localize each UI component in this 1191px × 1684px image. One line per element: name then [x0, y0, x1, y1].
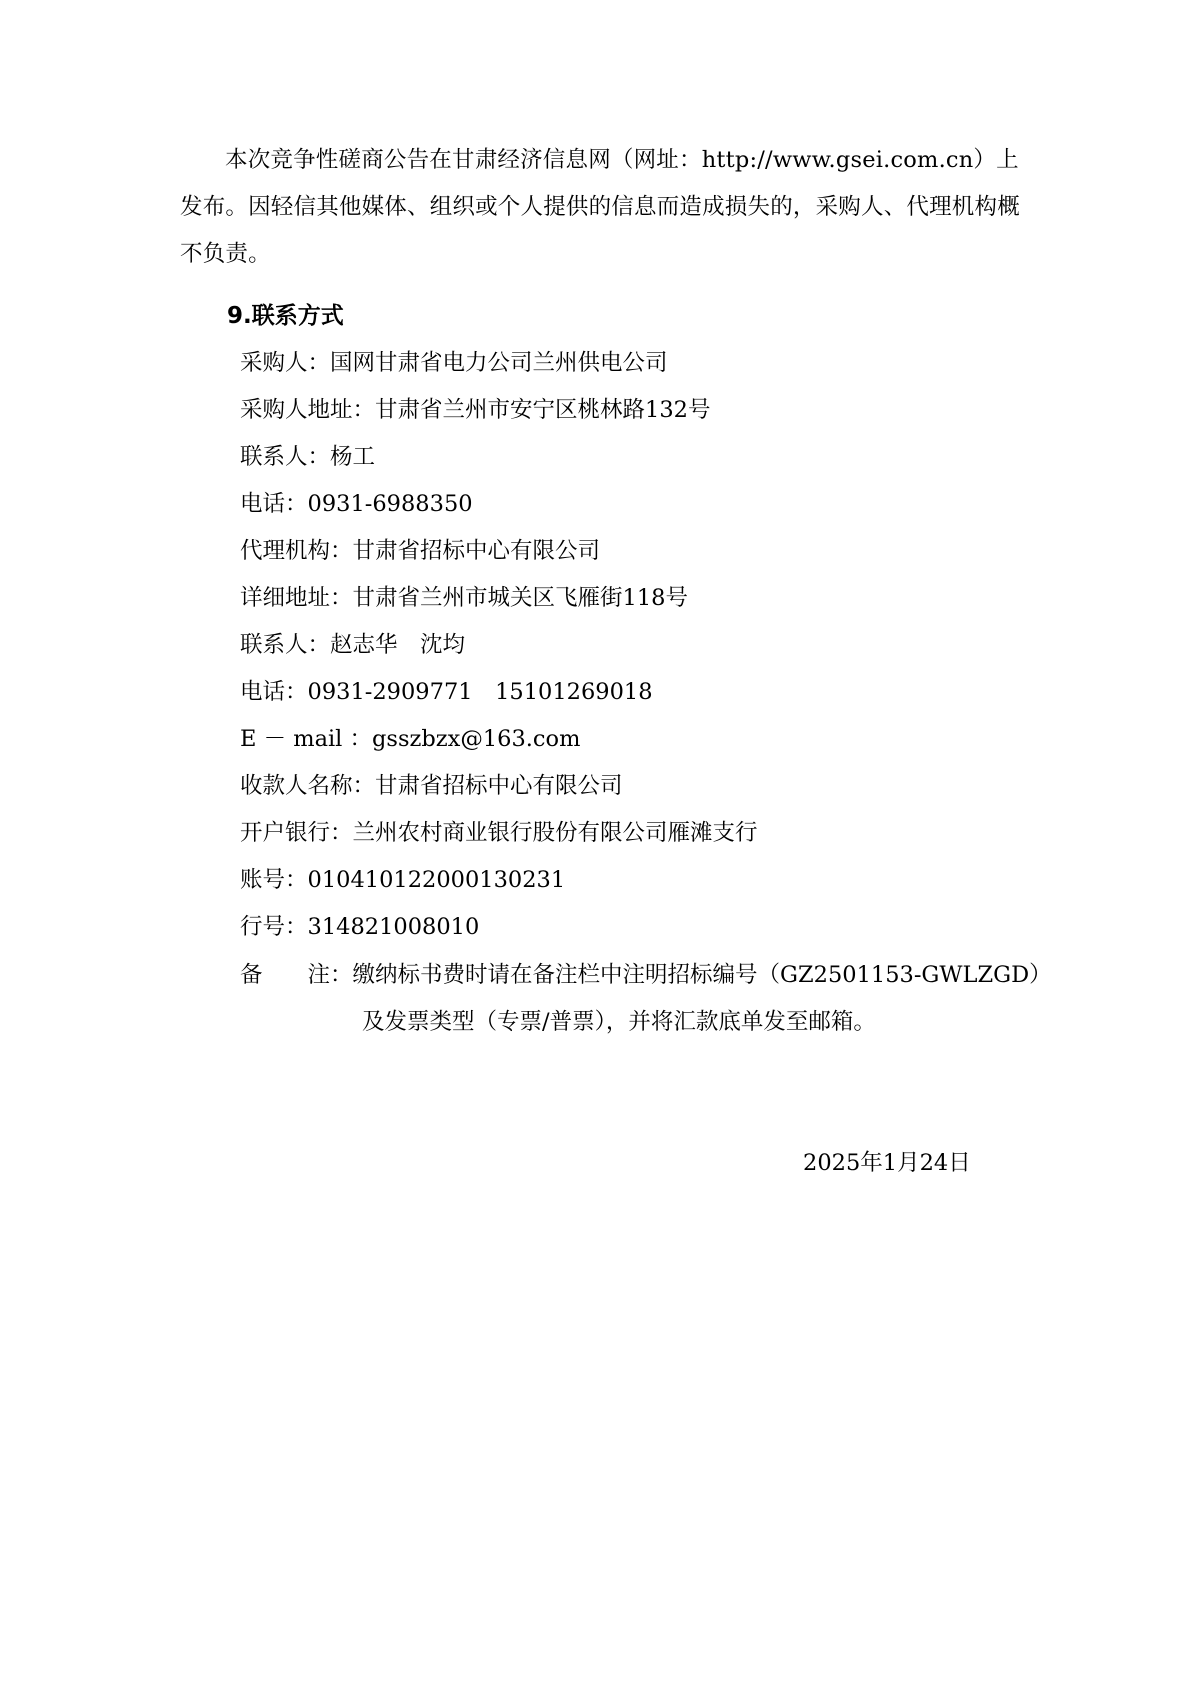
contact-account-number: 账号：010410122000130231 — [240, 867, 566, 893]
contact-bank: 开户银行：兰州农村商业银行股份有限公司雁滩支行 — [240, 820, 758, 846]
section-title-contact: 9.联系方式 — [227, 303, 344, 329]
contact-list — [240, 340, 758, 951]
contact-purchaser-person: 联系人：杨工 — [240, 444, 376, 470]
contact-email: E － mail ：gsszbzx@163.com — [240, 726, 581, 752]
contact-agency-person: 联系人：赵志华 沈均 — [240, 632, 466, 658]
document-date: 2025年1月24日 — [803, 1150, 971, 1176]
remark-text-line1: 缴纳标书费时请在备注栏中注明招标编号（GZ2501153-GWLZGD） — [352, 962, 1052, 988]
remark-label: 备 注： — [240, 962, 353, 988]
intro-paragraph: 本次竞争性磋商公告在甘肃经济信息网（网址：http://www.gsei.com.cn）上发布。因轻信其他媒体、组织或个人提供的信息而造成损失的，采购人、代理机构概不负责。 — [180, 147, 1020, 267]
contact-purchaser: 采购人：国网甘肃省电力公司兰州供电公司 — [240, 350, 668, 376]
remark-text-line2: 及发票类型（专票/普票），并将汇款底单发至邮箱。 — [362, 1009, 876, 1035]
contact-payee-name: 收款人名称：甘肃省招标中心有限公司 — [240, 773, 623, 799]
remark-block — [240, 952, 1052, 1046]
contact-bank-code: 行号：314821008010 — [240, 914, 480, 940]
contact-agency-phone: 电话：0931-2909771 15101269018 — [240, 679, 653, 705]
contact-agency-address: 详细地址：甘肃省兰州市城关区飞雁街118号 — [240, 585, 688, 611]
remark-row — [240, 952, 1052, 999]
contact-agency: 代理机构：甘肃省招标中心有限公司 — [240, 538, 601, 564]
contact-purchaser-phone: 电话：0931-6988350 — [240, 491, 473, 517]
contact-purchaser-address: 采购人地址：甘肃省兰州市安宁区桃林路132号 — [240, 397, 711, 423]
